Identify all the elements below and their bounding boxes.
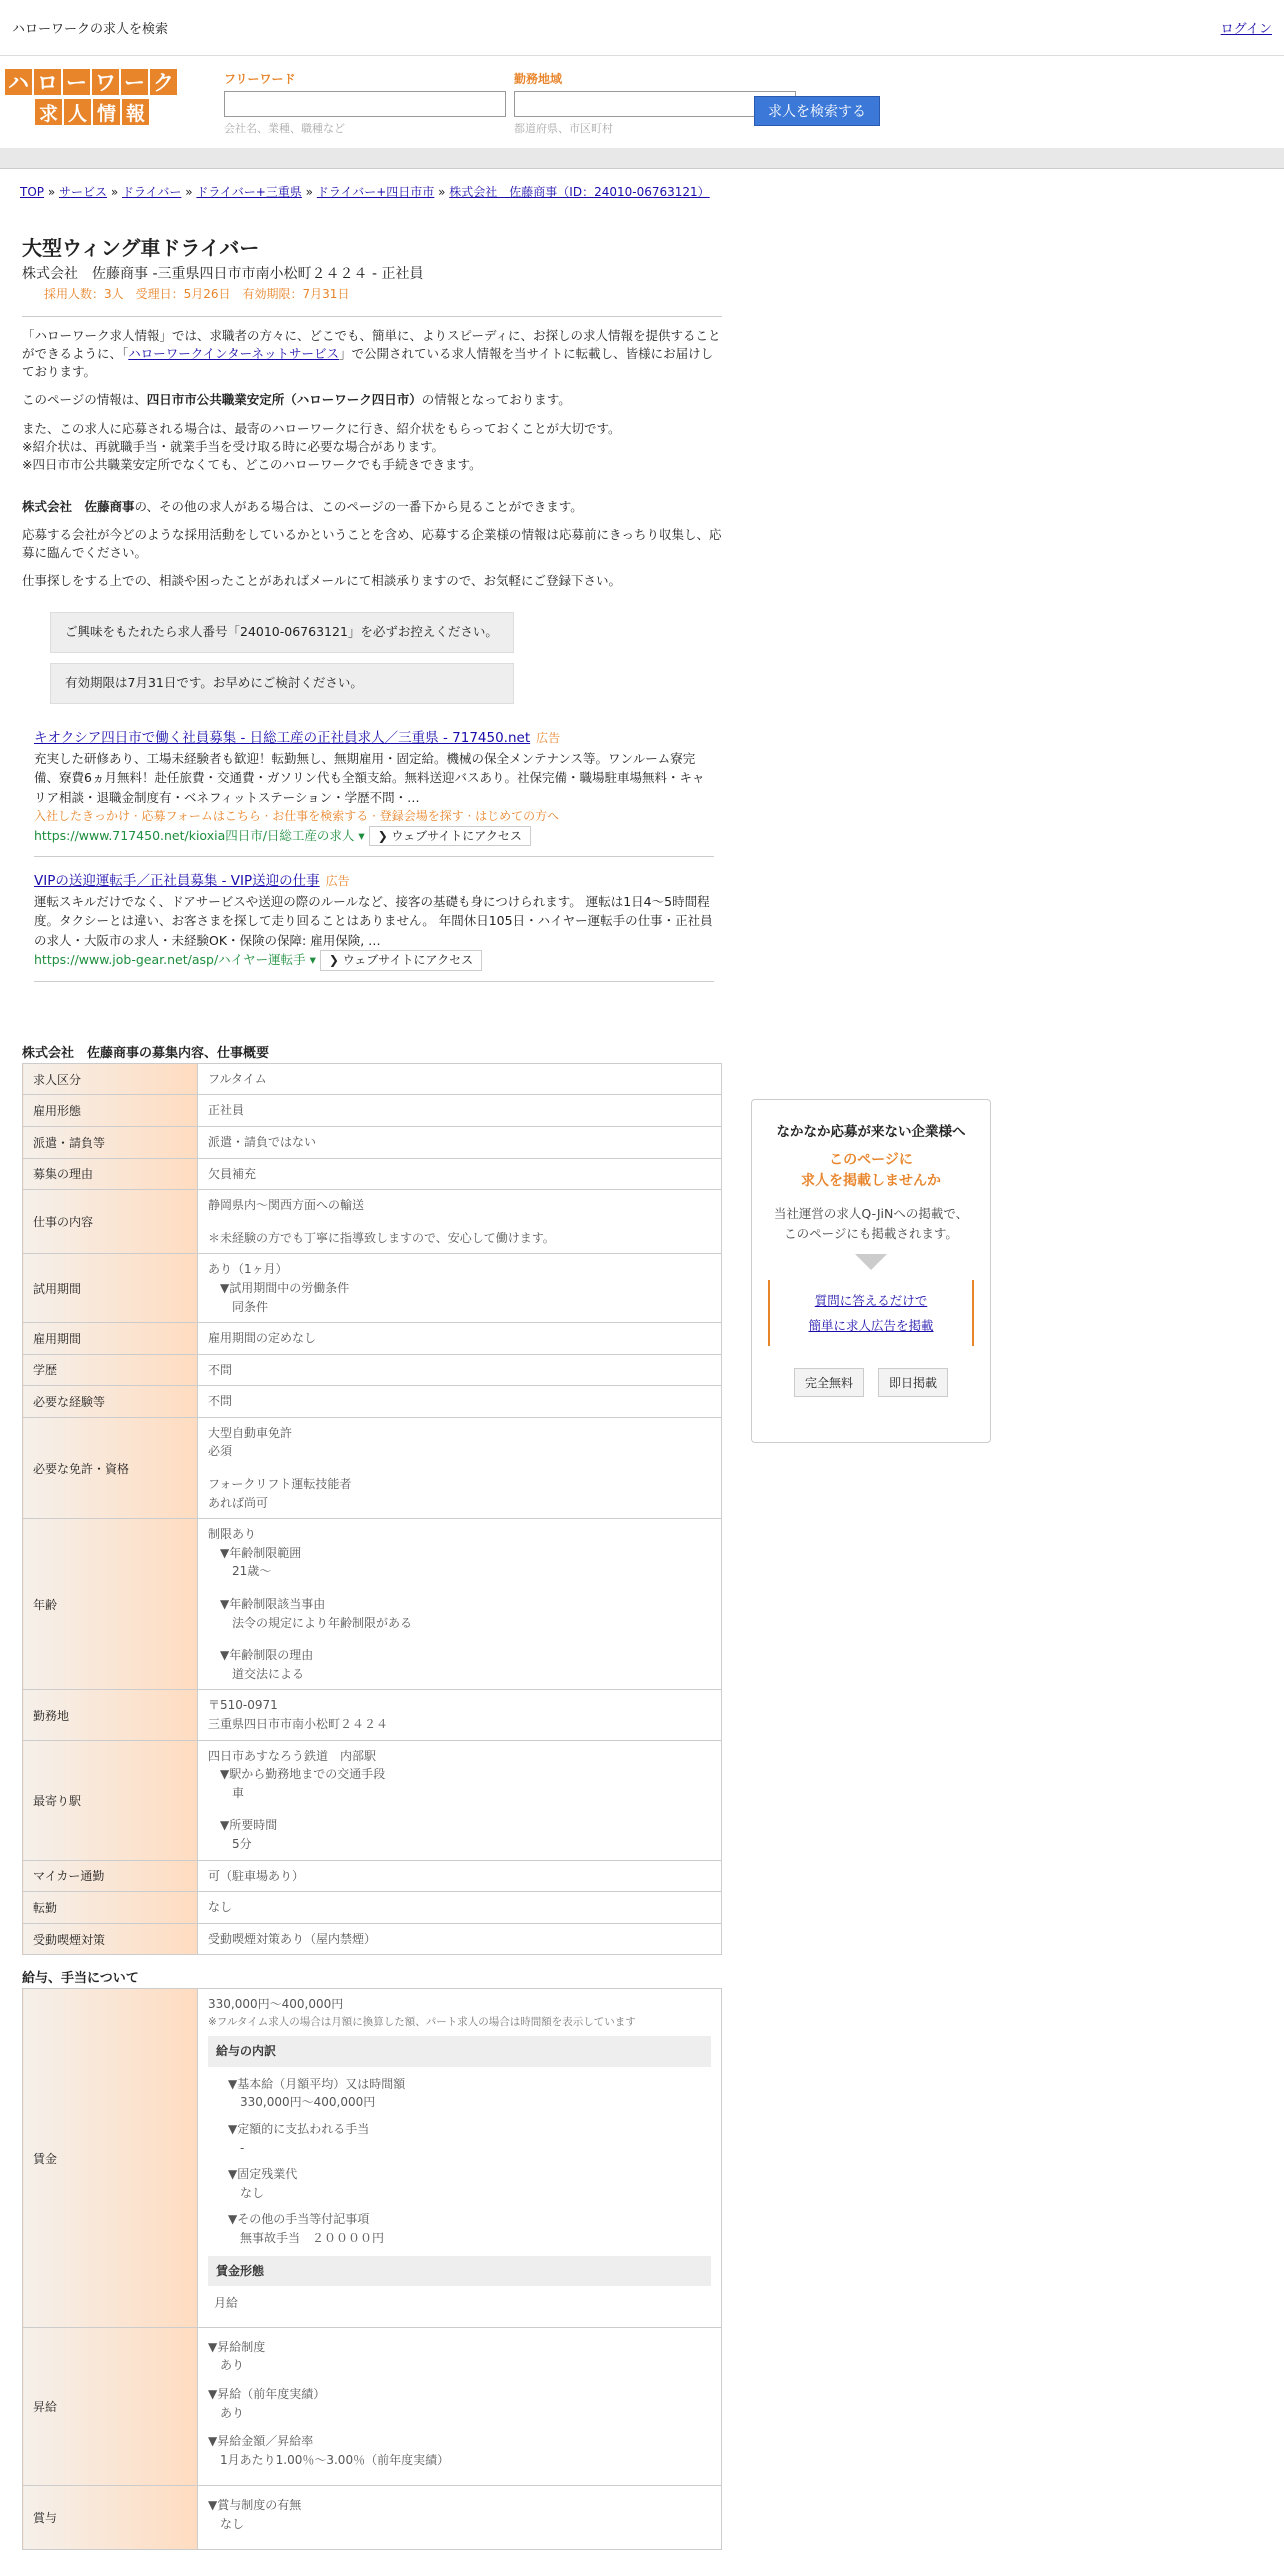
value-line: 5分 [208, 1836, 252, 1851]
keyword-hint: 会社名、業種、職種など [224, 122, 345, 135]
sidebar-heading: なかなか応募が来ない企業様へ [776, 1124, 966, 1140]
logo-char: 求 [34, 98, 63, 126]
ad-block [34, 871, 714, 982]
ad-title-link[interactable]: キオクシア四日市で働く社員募集 - 日総工産の正社員求人／三重県 - 717450.net [34, 729, 531, 746]
visit-website-button[interactable]: ❯ ウェブサイトにアクセス [369, 826, 531, 847]
breakdown-item [228, 2165, 711, 2202]
breadcrumb [20, 183, 710, 200]
other-jobs-text: の、その他の求人がある場合は、このページの一番下から見ることができます。 [134, 498, 583, 514]
row-value [198, 1860, 722, 1892]
sidebar-headline-line: 求人を掲載しませんか [801, 1173, 941, 1189]
logo-char: ー [62, 68, 91, 96]
value-line: ▼年齢制限該当事由 [208, 1597, 326, 1612]
sidebar-headline [752, 1150, 990, 1192]
breakdown-heading: ▼基本給（月額平均）又は時間額 [228, 2076, 406, 2091]
value-line [208, 1632, 711, 1646]
divider-band [0, 148, 1284, 169]
sidebar-link-post-ad[interactable]: 簡単に求人広告を掲載 [808, 1318, 934, 1333]
row-value [198, 1158, 722, 1190]
salary-table [22, 1988, 722, 2550]
intro-text: 「ハローワーク求人情報」では、求職者の方々に、どこでも、簡単に、よりスピーディに、お探しの求人情報を提供することができるように、「 [22, 328, 721, 362]
breadcrumb-separator: » [181, 185, 197, 199]
breadcrumb-separator: » [107, 185, 122, 199]
value-line: 受動喫煙対策あり（屋内禁煙） [208, 1931, 377, 1946]
bonus-cell [198, 2486, 722, 2550]
site-title: ハローワークの求人を検索 [12, 22, 169, 37]
row-value [198, 1254, 722, 1323]
other-jobs-paragraph [22, 498, 722, 516]
value-line [208, 1802, 711, 1816]
down-arrow-icon [855, 1254, 887, 1270]
referral-text: また、この求人に応募される場合は、最寄のハローワークに行き、紹介状をもらっておくことが大切です。 [22, 420, 621, 436]
sidebar-link-box [768, 1280, 974, 1346]
referral-note: ※紹介状は、再就職手当・就業手当を受け取る時に必要な場合があります。 [22, 438, 444, 454]
intro-paragraph [22, 327, 722, 381]
breakdown-heading: ▼定額的に支払われる手当 [228, 2121, 370, 2136]
details-title: 株式会社 佐藤商事の募集内容、仕事概要 [22, 1045, 270, 1061]
logo-char: ロ [33, 68, 62, 96]
top-bar [0, 0, 1284, 56]
keyword-field [224, 70, 506, 136]
row-label: 受動喫煙対策 [23, 1923, 198, 1955]
table-row [23, 1190, 722, 1254]
advertise-sidebar [751, 1099, 991, 1443]
value-line: 正社員 [208, 1103, 245, 1118]
visit-website-button[interactable]: ❯ ウェブサイトにアクセス [320, 950, 482, 971]
value-line: 四日市あすなろう鉄道 内部駅 [208, 1748, 377, 1763]
detail-value: あり [220, 2358, 245, 2373]
breakdown-item [228, 2210, 711, 2247]
breakdown-value: 無事故手当 ２００００円 [240, 2230, 385, 2245]
logo-char: 情 [92, 98, 121, 126]
breakdown-value: 330,000円〜400,000円 [240, 2095, 376, 2110]
value-line: 欠員補充 [208, 1166, 257, 1181]
breadcrumb-link[interactable]: ドライバー [122, 185, 182, 199]
referral-note: ※四日市市公共職業安定所でなくても、どこのハローワークでも手続きできます。 [22, 456, 482, 472]
breadcrumb-link[interactable]: ドライバー+四日市市 [316, 185, 435, 199]
detail-item [208, 2385, 711, 2422]
intro-text: 」で公開されている求人情報を当サイトに転載し、皆様にお届けしております。 [22, 346, 714, 380]
detail-heading: ▼昇給（前年度実績） [208, 2386, 326, 2401]
value-line: フォークリフト運転技能者 [208, 1477, 352, 1492]
table-row [23, 1323, 722, 1355]
sidebar-desc-line: 当社運営の求人Q-JiNへの掲載で、 [773, 1206, 969, 1221]
job-number-note: ご興味をもたれたら求人番号「24010-06763121」を必ずお控えください。 [50, 612, 514, 653]
row-label: 年齢 [23, 1519, 198, 1690]
detail-value: なし [220, 2516, 245, 2531]
row-label: 試用期間 [23, 1254, 198, 1323]
value-line: 可（駐車場あり） [208, 1868, 305, 1883]
value-line: 法令の規定により年齢制限がある [208, 1615, 413, 1630]
table-row [23, 1892, 722, 1924]
table-row [23, 1126, 722, 1158]
table-row [23, 2327, 722, 2486]
referral-paragraph [22, 420, 722, 474]
salary-title: 給与、手当について [22, 1971, 139, 1987]
breakdown-value: - [240, 2140, 245, 2155]
breakdown-item [228, 2120, 711, 2157]
job-title: 大型ウィング車ドライバー [22, 236, 260, 260]
logo-char: ク [149, 68, 178, 96]
table-row [23, 1417, 722, 1518]
divider [22, 316, 722, 317]
keyword-label: フリーワード [224, 72, 296, 86]
row-value [198, 1417, 722, 1518]
row-label: 雇用形態 [23, 1095, 198, 1127]
row-value [198, 1126, 722, 1158]
sidebar-description [752, 1204, 990, 1244]
breakdown-item [228, 2075, 711, 2112]
value-line: ＊未経験の方でも丁寧に指導致しますので、安心して働けます。 [208, 1230, 555, 1245]
ad-body: 運転スキルだけでなく、ドアサービスや送迎の際のルールなど、接客の基礎も身につけられます。 運転は1日4～5時間程度。タクシーとは違い、お客さまを探して走り回ることはありません。 年間休日105日・ハイヤー運転手の仕事・正社員の求人・大阪市の求人・未経験OK・保険の保障: 雇用保険, … [34, 894, 713, 948]
sidebar-desc-line: このページにも掲載されます。 [784, 1226, 958, 1241]
office-name: 四日市市公共職業安定所（ハローワーク四日市） [146, 392, 422, 408]
row-label: 雇用期間 [23, 1323, 198, 1355]
value-line: ▼試用期間中の労働条件 [208, 1280, 350, 1295]
value-line: 必須 [208, 1444, 233, 1459]
main-content [22, 232, 722, 2550]
row-value [198, 1690, 722, 1740]
office-text: このページの情報は、 [22, 392, 147, 408]
table-row [23, 1989, 722, 2327]
table-row [23, 1095, 722, 1127]
table-row [23, 1740, 722, 1860]
office-text: の情報となっております。 [421, 392, 571, 408]
row-label: 学歴 [23, 1354, 198, 1386]
row-value [198, 1190, 722, 1254]
row-value [198, 1063, 722, 1095]
breadcrumb-separator: » [44, 185, 59, 199]
wage-note: ※フルタイム求人の場合は月額に換算した額、パート求人の場合は時間額を表示しています [208, 2015, 636, 2028]
row-label: 転勤 [23, 1892, 198, 1924]
row-label: 勤務地 [23, 1690, 198, 1740]
advice-paragraph: 応募する会社が今どのような採用活動をしているかということを含め、応募する企業様の情報は応募前にきっちり収集し、応募に臨んでください。 [22, 527, 722, 561]
row-label: マイカー通勤 [23, 1860, 198, 1892]
value-line: 同条件 [208, 1299, 269, 1314]
row-label: 求人区分 [23, 1063, 198, 1095]
breakdown-heading: ▼その他の手当等付記事項 [228, 2212, 370, 2227]
table-row [23, 1923, 722, 1955]
ad-sitelinks[interactable]: 入社したきっかけ · 応募フォームはこちら · お仕事を検索する · 登録会場を探す · はじめての方へ [34, 808, 560, 823]
detail-value: あり [220, 2405, 245, 2420]
ad-url-row [34, 950, 714, 971]
ad-url[interactable]: https://www.717450.net/kioxia四日市/日総工産の求人 ▾ [34, 827, 365, 843]
breadcrumb-link[interactable]: 株式会社 佐藤商事（ID：24010-06763121） [449, 185, 710, 199]
job-meta: 採用人数：3人 受理日：5月26日 有効期限：7月31日 [44, 287, 350, 301]
value-line [208, 1461, 711, 1475]
sidebar-headline-line: このページに [829, 1152, 913, 1168]
row-value [198, 1323, 722, 1355]
hellowork-internet-link[interactable]: ハローワークインターネットサービス [128, 346, 340, 362]
table-row [23, 1690, 722, 1740]
ad-block [34, 728, 714, 857]
wage-label: 賃金 [23, 1989, 198, 2327]
breakdown-heading: ▼固定残業代 [228, 2167, 298, 2182]
logo-char: ー [120, 68, 149, 96]
area-hint: 都道府県、市区町村 [514, 122, 613, 135]
value-line: 大型自動車免許 [208, 1425, 293, 1440]
row-label: 必要な経験等 [23, 1386, 198, 1418]
value-line: 雇用期間の定めなし [208, 1331, 317, 1346]
detail-value: 1月あたり1.00％〜3.00％（前年度実績） [220, 2452, 450, 2467]
ad-title-link[interactable]: VIPの送迎運転手／正社員募集 - VIP送迎の仕事 [34, 873, 320, 890]
value-line: 車 [208, 1785, 245, 1800]
detail-item [208, 2496, 711, 2533]
same-day-button[interactable]: 即日掲載 [878, 1368, 948, 1397]
raise-label: 昇給 [23, 2327, 198, 2486]
row-value [198, 1923, 722, 1955]
area-label: 勤務地域 [514, 72, 563, 86]
value-line: 〒510-0971 [208, 1698, 278, 1713]
office-paragraph [22, 391, 722, 409]
ad-body: 充実した研修あり、工場未経験者も歓迎！転勤無し、無期雇用・固定給。機械の保全メンテナンス等。ワンルーム寮完備、寮費6ヵ月無料！赴任旅費・交通費・ガソリン代も全額支給。無料送迎バスあり。社保完備・職場駐車場無料・キャリア相談・退職金制度有・ベネフィットステーション・学歴不問・… [34, 750, 705, 805]
keyword-input[interactable] [224, 91, 506, 117]
value-line: ▼所要時間 [208, 1818, 278, 1833]
detail-heading: ▼賞与制度の有無 [208, 2498, 302, 2513]
ad-tag: 広告 [536, 730, 561, 745]
detail-item [208, 2432, 711, 2469]
table-row [23, 1063, 722, 1095]
detail-item [208, 2338, 711, 2375]
breadcrumb-link[interactable]: ドライバー+三重県 [196, 185, 302, 199]
company-line: 株式会社 佐藤商事 -三重県四日市市南小松町２４２４ - 正社員 [22, 266, 424, 282]
value-line: 不問 [208, 1362, 233, 1377]
row-value [198, 1386, 722, 1418]
wage-form-title: 賃金形態 [208, 2256, 711, 2287]
value-line: なし [208, 1900, 233, 1915]
company-name: 株式会社 佐藤商事 [22, 498, 135, 514]
raise-cell [198, 2327, 722, 2486]
header [0, 56, 1284, 146]
ad-url[interactable]: https://www.job-gear.net/asp/ハイヤー運転手 ▾ [34, 952, 316, 968]
breakdown-value: なし [240, 2185, 265, 2200]
value-line: 三重県四日市市南小松町２４２４ [208, 1717, 389, 1731]
search-button[interactable]: 求人を検索する [754, 96, 880, 126]
breadcrumb-separator: » [301, 185, 317, 199]
logo-char: ワ [91, 68, 120, 96]
bonus-label: 賞与 [23, 2486, 198, 2550]
row-label: 必要な免許・資格 [23, 1417, 198, 1518]
logo[interactable] [4, 68, 180, 126]
details-table [22, 1063, 722, 1956]
breadcrumb-link[interactable]: サービス [59, 185, 108, 199]
login-link[interactable]: ログイン [1220, 22, 1272, 37]
value-line: 不問 [208, 1394, 233, 1409]
logo-char: 人 [63, 98, 92, 126]
value-line: フルタイム [208, 1071, 267, 1086]
ad-tag: 広告 [325, 874, 350, 889]
ad-url-row [34, 826, 714, 847]
logo-char: ハ [4, 68, 33, 96]
value-line: あり（1ヶ月） [208, 1262, 288, 1277]
wage-form-value: 月給 [214, 2296, 239, 2311]
value-line: ▼年齢制限範囲 [208, 1545, 302, 1560]
breadcrumb-separator: » [434, 185, 450, 199]
row-label: 派遣・請負等 [23, 1126, 198, 1158]
row-label: 仕事の内容 [23, 1190, 198, 1254]
table-row [23, 1386, 722, 1418]
table-row [23, 1158, 722, 1190]
row-value [198, 1095, 722, 1127]
sidebar-link-questions[interactable]: 質問に答えるだけで [814, 1293, 928, 1308]
row-label: 募集の理由 [23, 1158, 198, 1190]
value-line: 制限あり [208, 1527, 257, 1542]
breadcrumb-link[interactable]: TOP [20, 185, 45, 199]
detail-heading: ▼昇給金額／昇給率 [208, 2434, 314, 2449]
row-value [198, 1892, 722, 1924]
value-line: 21歳～ [208, 1564, 272, 1579]
logo-char: 報 [121, 98, 150, 126]
row-value [198, 1519, 722, 1690]
row-value [198, 1740, 722, 1860]
table-row [23, 1354, 722, 1386]
value-line: あれば尚可 [208, 1495, 269, 1510]
consult-paragraph: 仕事探しをする上での、相談や困ったことがあればメールにて相談承りますので、お気軽にご登録下さい。 [22, 573, 622, 589]
value-line: 静岡県内～関西方面への輸送 [208, 1198, 365, 1213]
detail-heading: ▼昇給制度 [208, 2339, 266, 2354]
value-line: 道交法による [208, 1666, 305, 1681]
value-line: ▼年齢制限の理由 [208, 1648, 314, 1663]
expiry-note: 有効期限は7月31日です。お早めにご検討ください。 [50, 663, 514, 704]
breakdown-title: 給与の内訳 [208, 2036, 711, 2067]
wage-cell [198, 1989, 722, 2327]
row-label: 最寄り駅 [23, 1740, 198, 1860]
value-line: 派遣・請負ではない [208, 1134, 317, 1149]
table-row [23, 1860, 722, 1892]
row-value [198, 1354, 722, 1386]
table-row [23, 1254, 722, 1323]
value-line: ▼駅から勤務地までの交通手段 [208, 1767, 386, 1782]
wage-range: 330,000円〜400,000円 [208, 1997, 344, 2012]
table-row [23, 1519, 722, 1690]
free-button[interactable]: 完全無料 [794, 1368, 864, 1397]
value-line [208, 1215, 711, 1229]
value-line [208, 1581, 711, 1595]
table-row [23, 2486, 722, 2550]
